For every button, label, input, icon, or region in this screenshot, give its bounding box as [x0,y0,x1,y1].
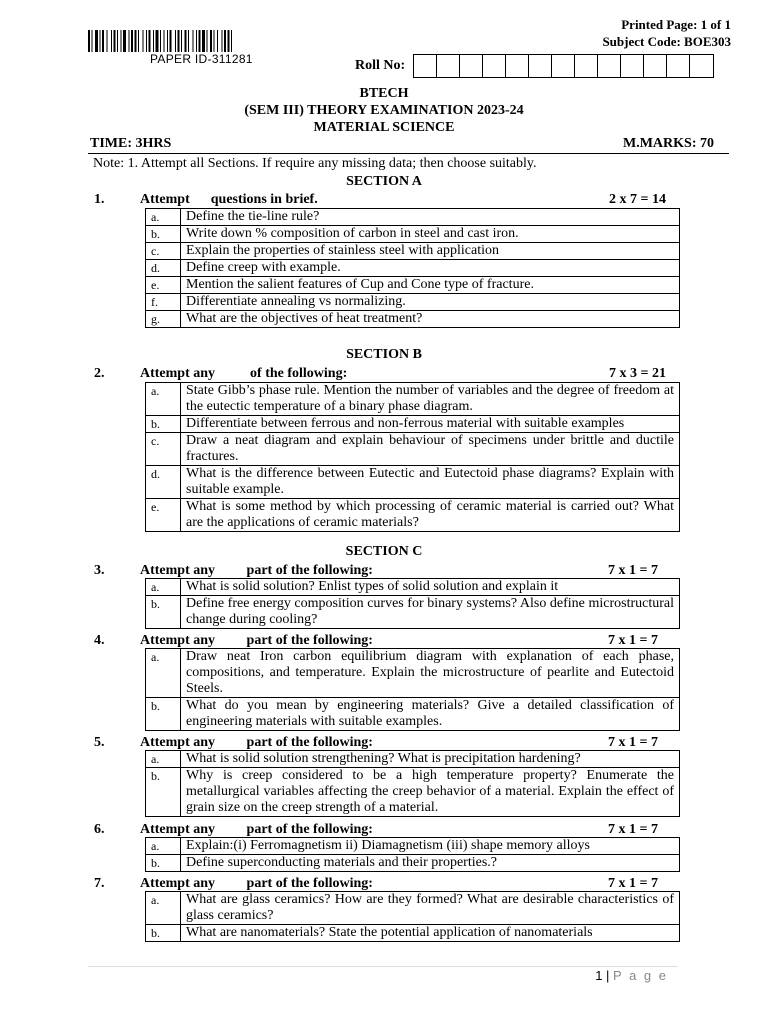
question-instruction: Attempt any part of the following: [140,876,373,891]
roll-number-row [355,55,714,77]
question-text: Explain the properties of stainless steel with application [181,243,680,260]
page-footer [595,968,668,983]
question-text: Differentiate annealing vs normalizing. [181,294,680,311]
question-letter: a. [146,579,181,596]
question-row [146,226,680,243]
roll-number-box[interactable] [690,55,713,77]
question-row [146,209,680,226]
question-text: What are glass ceramics? How are they formed? What are desirable characteristics of glass ceramics? [181,892,680,925]
question-text: Mention the salient features of Cup and Cone type of fracture. [181,277,680,294]
question-letter: a. [146,209,181,226]
question-instruction: Attempt any of the following: [140,366,348,381]
question-row [146,416,680,433]
section-a-title: SECTION A [346,174,422,189]
question-letter: c. [146,243,181,260]
question-row [146,260,680,277]
question-number: 1. [94,192,105,207]
question-number: 5. [94,735,105,750]
question-text: Define the tie-line rule? [181,209,680,226]
question-text: Define creep with example. [181,260,680,277]
question-table [145,648,680,731]
exam-title: (SEM III) THEORY EXAMINATION 2023-24 [244,103,524,118]
question-text: What is solid solution strengthening? What is precipitation hardening? [181,751,680,768]
roll-number-box[interactable] [437,55,460,77]
question-text: Define superconducting materials and their properties.? [181,855,680,872]
footer-divider [88,966,678,967]
section-b-table [145,382,680,532]
question-letter: b. [146,226,181,243]
question-text: Draw neat Iron carbon equilibrium diagram with explanation of each phase, compositions, and temperature. Explain the microstructure of pearlite and Eutectoid Steels. [181,649,680,698]
question-text: What is the difference between Eutectic and Eutectoid phase diagrams? Explain with suitable example. [181,466,680,499]
roll-number-box[interactable] [529,55,552,77]
question-row [146,294,680,311]
question-text: Write down % composition of carbon in steel and cast iron. [181,226,680,243]
question-text: What do you mean by engineering materials? Give a detailed classification of engineering materials with suitable examples. [181,698,680,731]
section-a-table [145,208,680,328]
roll-number-box[interactable] [506,55,529,77]
question-text: Define free energy composition curves for binary systems? Also define microstructural change during cooling? [181,596,680,629]
question-text: What are the objectives of heat treatment? [181,311,680,328]
question-text: Draw a neat diagram and explain behaviour of specimens under brittle and ductile fractures. [181,433,680,466]
question-row [146,277,680,294]
question-marks: 7 x 1 = 7 [608,822,658,837]
question-row [146,433,680,466]
question-number: 3. [94,563,105,578]
question-letter: d. [146,260,181,277]
question-letter: b. [146,596,181,629]
question-letter: b. [146,416,181,433]
question-instruction: Attempt any part of the following: [140,822,373,837]
question-letter: a. [146,383,181,416]
question-row [146,838,680,855]
question-instruction: Attempt any part of the following: [140,735,373,750]
question-letter: b. [146,698,181,731]
section-c-title: SECTION C [345,544,423,559]
question-instruction: Attempt questions in brief. [140,192,318,207]
roll-number-label: Roll No: [355,58,406,73]
question-row [146,499,680,532]
question-row [146,855,680,872]
roll-number-boxes[interactable] [413,54,714,78]
question-marks: 2 x 7 = 14 [609,192,666,207]
question-text: What is solid solution? Enlist types of solid solution and explain it [181,579,680,596]
roll-number-box[interactable] [644,55,667,77]
question-row [146,579,680,596]
question-text: State Gibb’s phase rule. Mention the number of variables and the degree of freedom at the eutectic temperature of a binary phase diagram. [181,383,680,416]
degree-title: BTECH [359,86,409,101]
question-row [146,925,680,942]
roll-number-box[interactable] [414,55,437,77]
roll-number-box[interactable] [667,55,690,77]
instructions-note: Note: 1. Attempt all Sections. If require any missing data; then choose suitably. [93,156,537,171]
question-letter: b. [146,855,181,872]
question-text: What is some method by which processing of ceramic material is carried out? What are the applications of ceramic materials? [181,499,680,532]
paper-id: PAPER ID-311281 [150,52,253,66]
question-letter: a. [146,649,181,698]
question-letter: b. [146,768,181,817]
question-marks: 7 x 3 = 21 [609,366,666,381]
question-marks: 7 x 1 = 7 [608,735,658,750]
question-number: 7. [94,876,105,891]
question-row [146,596,680,629]
roll-number-box[interactable] [575,55,598,77]
question-number: 6. [94,822,105,837]
roll-number-box[interactable] [460,55,483,77]
question-marks: 7 x 1 = 7 [608,563,658,578]
question-table [145,837,680,872]
question-table [145,891,680,942]
question-marks: 7 x 1 = 7 [608,876,658,891]
max-marks: M.MARKS: 70 [623,136,714,151]
page-word: P a g e [613,968,668,983]
question-text: Explain:(i) Ferromagnetism ii) Diamagnetism (iii) shape memory alloys [181,838,680,855]
question-row [146,649,680,698]
subject-code: Subject Code: BOE303 [602,34,731,49]
question-text: What are nanomaterials? State the potential application of nanomaterials [181,925,680,942]
question-number: 4. [94,633,105,648]
barcode [88,30,318,52]
question-number: 2. [94,366,105,381]
question-marks: 7 x 1 = 7 [608,633,658,648]
question-letter: a. [146,838,181,855]
roll-number-box[interactable] [552,55,575,77]
question-letter: a. [146,751,181,768]
roll-number-box[interactable] [621,55,644,77]
question-row [146,892,680,925]
question-letter: a. [146,892,181,925]
question-letter: b. [146,925,181,942]
header-divider [88,153,729,154]
exam-time: TIME: 3HRS [90,136,172,151]
question-letter: c. [146,433,181,466]
question-row [146,243,680,260]
question-row [146,698,680,731]
question-row [146,751,680,768]
question-row [146,311,680,328]
question-letter: f. [146,294,181,311]
question-letter: d. [146,466,181,499]
question-text: Differentiate between ferrous and non-ferrous material with suitable examples [181,416,680,433]
page-separator: | [602,968,614,983]
question-row [146,383,680,416]
question-letter: e. [146,277,181,294]
question-row [146,466,680,499]
printed-page: Printed Page: 1 of 1 [621,17,731,32]
section-b-title: SECTION B [346,347,422,362]
question-row [146,768,680,817]
roll-number-box[interactable] [598,55,621,77]
question-text: Why is creep considered to be a high temperature property? Enumerate the metallurgical variables affecting the creep behavior of a material. Explain the effect of grain size on the creep strength of a material. [181,768,680,817]
question-table [145,750,680,817]
question-table [145,578,680,629]
question-letter: e. [146,499,181,532]
roll-number-box[interactable] [483,55,506,77]
question-letter: g. [146,311,181,328]
subject-title: MATERIAL SCIENCE [313,120,455,135]
page-number: 1 [595,968,603,983]
question-instruction: Attempt any part of the following: [140,633,373,648]
printed-page-block [602,16,731,50]
question-instruction: Attempt any part of the following: [140,563,373,578]
